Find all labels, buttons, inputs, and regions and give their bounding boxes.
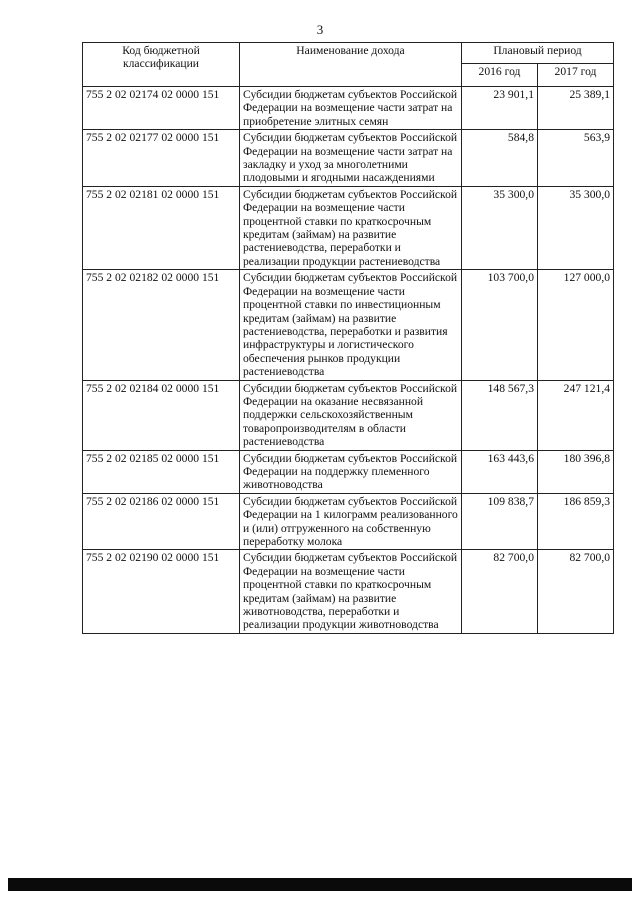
header-name: Наименование дохода (240, 43, 462, 87)
table-row (83, 130, 614, 187)
row-value-2017: 563,9 (538, 130, 614, 187)
row-code: 755 2 02 02186 02 0000 151 (83, 493, 240, 550)
row-value-2016: 163 443,6 (462, 450, 538, 493)
row-value-2016: 109 838,7 (462, 493, 538, 550)
row-name: Субсидии бюджетам субъектов Российской Федерации на возмещение части процентной ставки по краткосрочным кредитам (займам) на развитие животноводства, переработки и реализации продукции животноводства (240, 550, 462, 633)
table-row (83, 550, 614, 633)
budget-revenue-table (82, 42, 614, 634)
row-name: Субсидии бюджетам субъектов Российской Федерации на 1 килограмм реализованного и (или) отгруженного на собственную переработку молока (240, 493, 462, 550)
row-value-2017: 82 700,0 (538, 550, 614, 633)
header-year-2017: 2017 год (538, 64, 614, 87)
row-value-2017: 180 396,8 (538, 450, 614, 493)
row-value-2017: 127 000,0 (538, 270, 614, 380)
row-code: 755 2 02 02182 02 0000 151 (83, 270, 240, 380)
page-number: 3 (316, 22, 324, 37)
row-code: 755 2 02 02177 02 0000 151 (83, 130, 240, 187)
row-value-2016: 82 700,0 (462, 550, 538, 633)
row-name: Субсидии бюджетам субъектов Российской Федерации на возмещение части затрат на закладку и уход за многолетними плодовыми и ягодными насаждениями (240, 130, 462, 187)
row-value-2016: 148 567,3 (462, 380, 538, 450)
row-value-2017: 247 121,4 (538, 380, 614, 450)
row-code: 755 2 02 02185 02 0000 151 (83, 450, 240, 493)
row-name: Субсидии бюджетам субъектов Российской Федерации на поддержку племенного животноводства (240, 450, 462, 493)
row-name: Субсидии бюджетам субъектов Российской Федерации на возмещение части затрат на приобретение элитных семян (240, 87, 462, 130)
row-value-2016: 584,8 (462, 130, 538, 187)
table-row (83, 493, 614, 550)
row-code: 755 2 02 02181 02 0000 151 (83, 186, 240, 269)
row-value-2016: 103 700,0 (462, 270, 538, 380)
row-value-2016: 23 901,1 (462, 87, 538, 130)
row-code: 755 2 02 02190 02 0000 151 (83, 550, 240, 633)
row-name: Субсидии бюджетам субъектов Российской Федерации на оказание несвязанной поддержки сельскохозяйственным товаропроизводителям в области растениеводства (240, 380, 462, 450)
table-row (83, 450, 614, 493)
table-header (83, 43, 614, 87)
row-name: Субсидии бюджетам субъектов Российской Федерации на возмещение части процентной ставки по краткосрочным кредитам (займам) на развитие растениеводства, переработки и реализации продукции растениеводства (240, 186, 462, 269)
row-value-2017: 186 859,3 (538, 493, 614, 550)
row-code: 755 2 02 02184 02 0000 151 (83, 380, 240, 450)
header-year-2016: 2016 год (462, 64, 538, 87)
table-row (83, 186, 614, 269)
table-row (83, 87, 614, 130)
row-code: 755 2 02 02174 02 0000 151 (83, 87, 240, 130)
row-value-2017: 25 389,1 (538, 87, 614, 130)
row-name: Субсидии бюджетам субъектов Российской Федерации на возмещение части процентной ставки по инвестиционным кредитам (займам) на развитие растениеводства, переработки и развития инфраструктуры и логистического обеспечения рынков продукции растениеводства (240, 270, 462, 380)
scan-edge-bar (8, 878, 632, 891)
row-value-2017: 35 300,0 (538, 186, 614, 269)
table-row (83, 270, 614, 380)
table-row (83, 380, 614, 450)
header-code: Код бюджетной классификации (83, 43, 240, 87)
row-value-2016: 35 300,0 (462, 186, 538, 269)
header-period: Плановый период (462, 43, 614, 64)
